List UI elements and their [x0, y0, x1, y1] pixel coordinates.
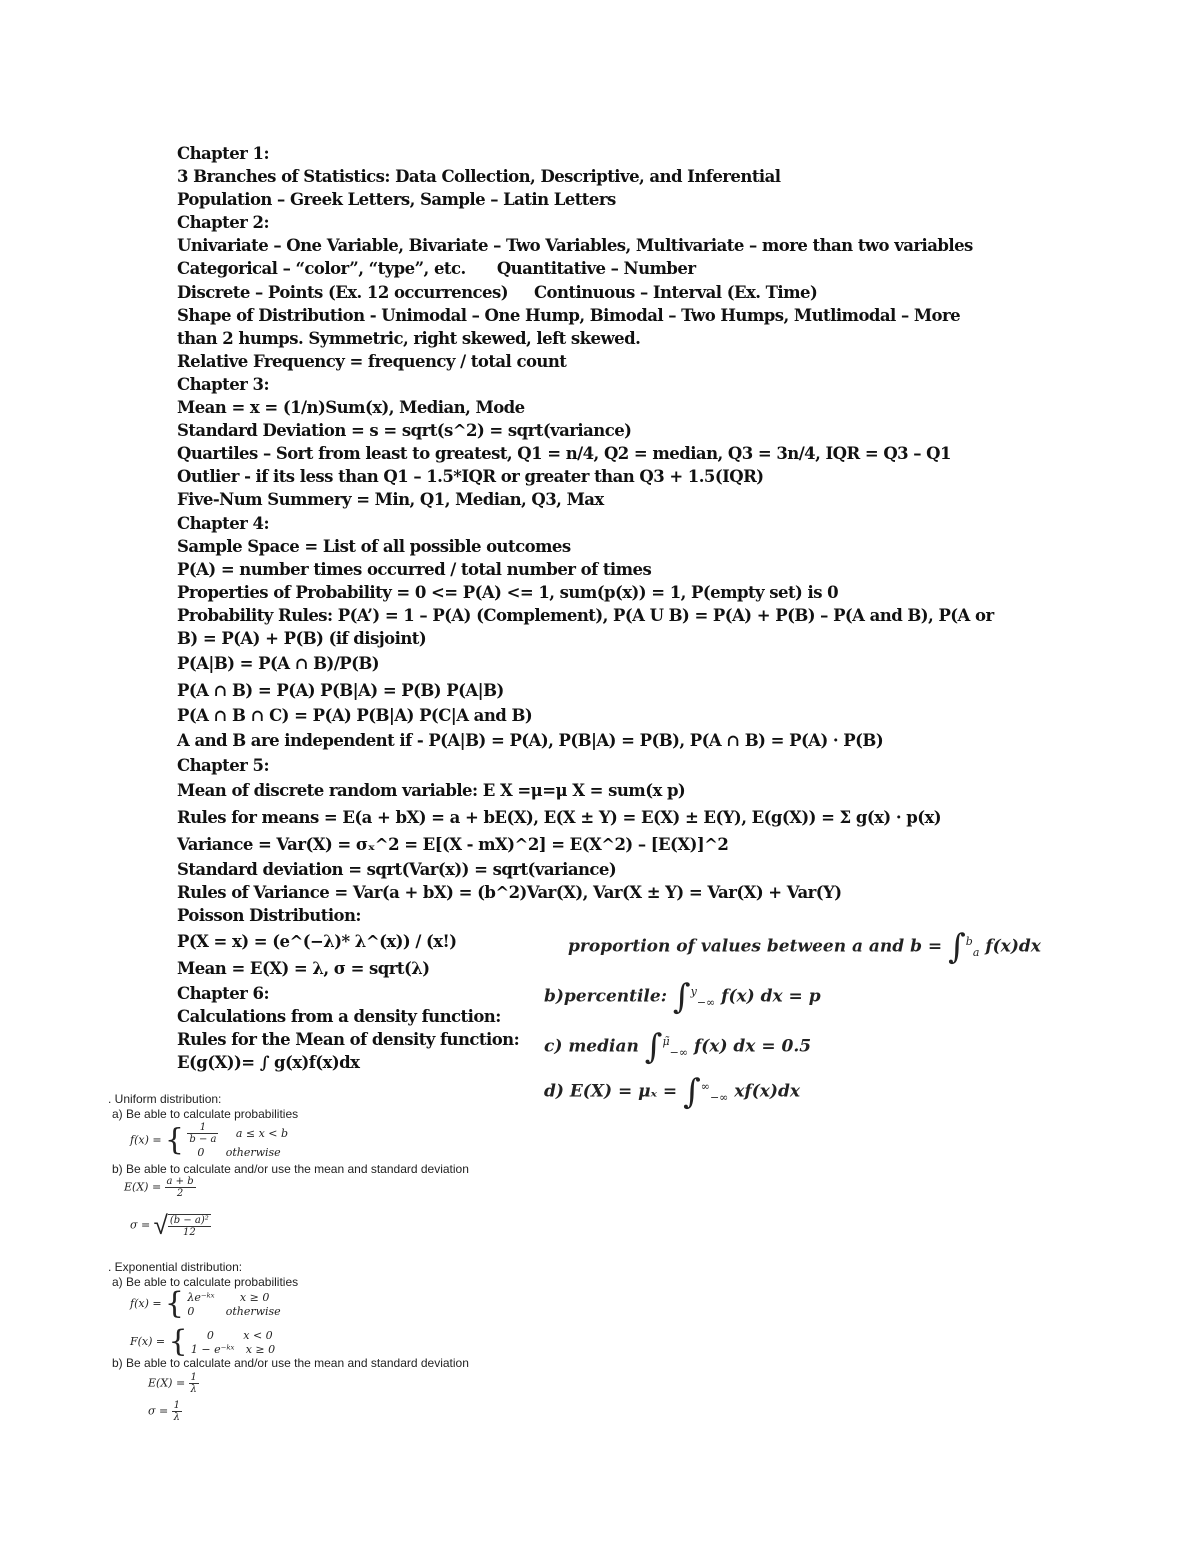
uniform-mean: E(X) = $\frac{a + b}{2}$ [124, 1176, 194, 1199]
uniform-sigma: σ = √ $\frac{\text{(b − a)²}}{12}$ [130, 1210, 209, 1240]
properties-line: Properties of Probability = 0 <= P(A) <= 1, sum(p(x)) = 1, P(empty set) is 0 [177, 582, 839, 602]
poisson-mean-line: Mean = E(X) = λ, σ = sqrt(λ) [177, 958, 430, 978]
univariate-line: Univariate – One Variable, Bivariate – Two Variables, Multivariate – more than two variables [177, 236, 973, 256]
standard-deviation-line: Standard Deviation = s = sqrt(s^2) = sqrt(variance) [177, 421, 632, 441]
exponential-title: . Exponential distribution: [108, 1260, 243, 1274]
quartiles-line: Quartiles – Sort from least to greatest, Q1 = n/4, Q2 = median, Q3 = 3n/4, IQR = Q3 – Q1 [177, 444, 951, 464]
uniform-distribution-clip [108, 1092, 528, 1262]
shape-line: Shape of Distribution - Unimodal – One Hump, Bimodal – Two Humps, Mutlimodal – More than 2 humps. Symmetric, right skewed, left skewed. [177, 305, 961, 348]
exponential-item-a: a) Be able to calculate probabilities [112, 1275, 299, 1289]
exponential-cdf: F(x) = { 0 x < 0 1 − e⁻ᵏˣ x ≥ 0 [130, 1324, 276, 1359]
five-num-line: Five-Num Summery = Min, Q1, Median, Q3, Max [177, 490, 604, 510]
expected-value-formula: d) $E(X) = \mu_x = \int^\infty_{-\infty}$ xf(x)dx [544, 1072, 800, 1113]
chapter-2-heading: Chapter 2: [177, 213, 269, 233]
exponential-item-b: b) Be able to calculate and/or use the mean and standard deviation [112, 1356, 469, 1370]
uniform-title: . Uniform distribution: [108, 1092, 222, 1106]
rules-of-variance-line: Rules of Variance = Var(a + bX) = (b^2)Var(X), Var(X ± Y) = Var(X) + Var(Y) [177, 883, 842, 903]
integral-symbol: ∫ [948, 927, 966, 968]
categorical-line: Categorical – “color”, “type”, etc. Quantitative – Number [177, 259, 696, 279]
proportion-formula: proportion of values between a and b = ∫$^b_a$ f(x)dx [568, 927, 1041, 968]
discrete-line: Discrete – Points (Ex. 12 occurrences) Continuous – Interval (Ex. Time) [177, 282, 818, 302]
density-function-line: Calculations from a density function: [177, 1006, 501, 1026]
exponential-mean: E(X) = $\frac{1}{\lambda}$ [148, 1372, 197, 1395]
exponential-pdf: f(x) = { λe⁻ᵏˣ x ≥ 0 0 otherwise [130, 1286, 281, 1321]
chapter-3-heading: Chapter 3: [177, 374, 269, 394]
integral-symbol: ∫ [672, 977, 691, 1018]
sample-space-line: Sample Space = List of all possible outcomes [177, 536, 571, 556]
uniform-item-b: b) Be able to calculate and/or use the mean and standard deviation [112, 1162, 469, 1176]
chapter-5-heading: Chapter 5: [177, 756, 269, 776]
uniform-pdf: f(x) = { $\frac{1}{b - a}$ a ≤ x < b 0 otherwise [130, 1122, 289, 1159]
percentile-formula: b)percentile: ∫$^y_{-\infty}$ f(x) dx = p [544, 977, 821, 1018]
exponential-distribution-clip [108, 1260, 528, 1435]
multiplication-three-line: P(A ∩ B ∩ C) = P(A) P(B|A) P(C|A and B) [177, 706, 533, 726]
population-line: Population – Greek Letters, Sample – Latin Letters [177, 190, 616, 210]
median-formula: c) median ∫$^{\mũ}_{-\infty}$ f(x) dx = 0.5 [544, 1027, 812, 1068]
mean-line: Mean = x = (1/n)Sum(x), Median, Mode [177, 398, 525, 418]
density-rules-line: Rules for the Mean of density function: [177, 1029, 520, 1049]
independence-line: A and B are independent if - P(A|B) = P(A), P(B|A) = P(B), P(A ∩ B) = P(A) · P(B) [177, 731, 884, 751]
standard-deviation-var-line: Standard deviation = sqrt(Var(x)) = sqrt(variance) [177, 860, 617, 880]
exponential-sigma: σ = $\frac{1}{\lambda}$ [148, 1400, 180, 1423]
probability-rules-line: Probability Rules: P(A’) = 1 – P(A) (Complement), P(A U B) = P(A) + P(B) – P(A and B), P(A or B) = P(A) + P(B) (if disjoint) [177, 605, 994, 648]
chapter-4-heading: Chapter 4: [177, 513, 269, 533]
chapter-6-heading: Chapter 6: [177, 983, 269, 1003]
poisson-pmf-line: P(X = x) = (e^(−λ)* λ^(x)) / (x!) [177, 931, 457, 951]
discrete-mean-line: Mean of discrete random variable: E X =μ=μ X = sum(x p) [177, 781, 686, 801]
relative-frequency-line: Relative Frequency = frequency / total count [177, 351, 567, 371]
rules-for-means-line: Rules for means = E(a + bX) = a + bE(X), E(X ± Y) = E(X) ± E(Y), E(g(X)) = Σ g(x) · p(x) [177, 808, 942, 828]
probability-a-line: P(A) = number times occurred / total number of times [177, 559, 652, 579]
outlier-line: Outlier - if its less than Q1 – 1.5*IQR or greater than Q3 + 1.5(IQR) [177, 467, 764, 487]
branches-line: 3 Branches of Statistics: Data Collection, Descriptive, and Inferential [177, 167, 781, 187]
uniform-item-a: a) Be able to calculate probabilities [112, 1107, 299, 1121]
conditional-probability-line: P(A|B) = P(A ∩ B)/P(B) [177, 654, 380, 674]
expected-g-line: E(g(X))= ∫ g(x)f(x)dx [177, 1052, 360, 1072]
integral-symbol: ∫ [683, 1072, 701, 1113]
chapter-1-heading: Chapter 1: [177, 144, 269, 163]
variance-line: Variance = Var(X) = σₓ^2 = E[(X - mX)^2] = E(X^2) – [E(X)]^2 [177, 835, 729, 855]
poisson-heading: Poisson Distribution: [177, 906, 361, 926]
integral-symbol: ∫ [644, 1027, 663, 1068]
multiplication-two-line: P(A ∩ B) = P(A) P(B|A) = P(B) P(A|B) [177, 681, 504, 701]
